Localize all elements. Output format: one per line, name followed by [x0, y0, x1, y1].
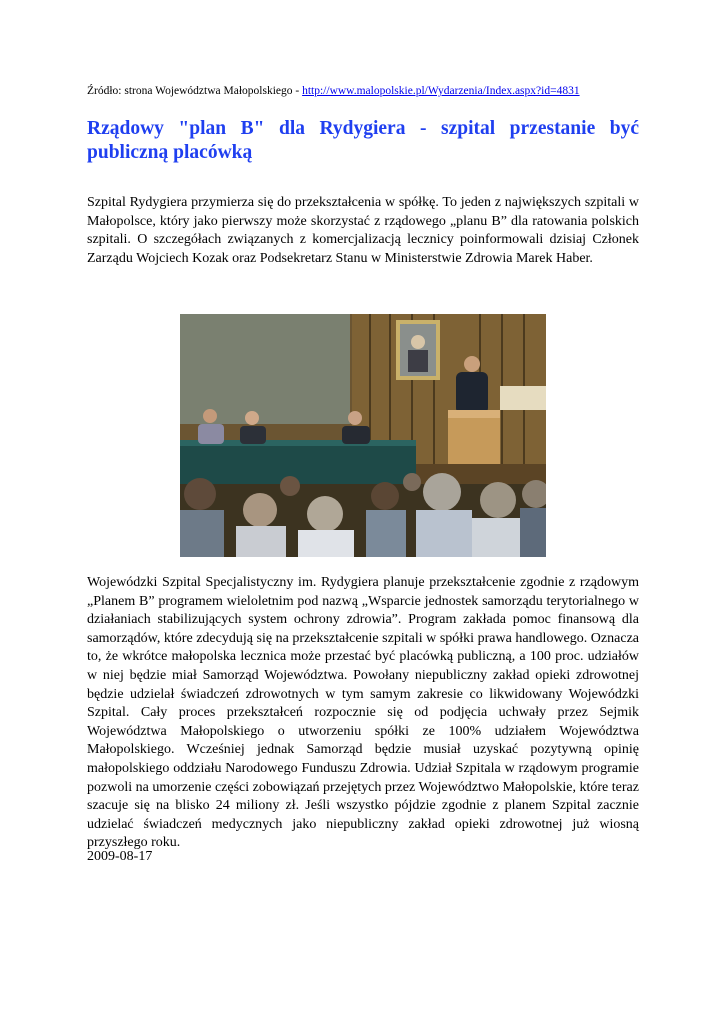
conference-photo — [180, 314, 546, 557]
article-title: Rządowy "plan B" dla Rydygiera - szpital przestanie być publiczną placówką — [87, 118, 639, 163]
source-prefix: Źródło: strona Województwa Małopolskiego - — [87, 85, 303, 97]
lead-paragraph: Szpital Rydygiera przymierza się do przekształcenia w spółkę. To jeden z największych szpitali w Małopolsce, który jako pierwszy może skorzystać z rządowego „planu B” dla ratowania polskich szpitali. O szczegółach związanych z komercjalizacją lecznicy poinformowali dzisiaj Członek Zarządu Wojciech Kozak oraz Podsekretarz Stanu w Ministerstwie Zdrowia Marek Haber. — [87, 195, 639, 266]
publication-date: 2009-08-17 — [87, 849, 153, 864]
conference-photo-illustration — [180, 314, 546, 557]
source-line — [87, 84, 639, 98]
source-link[interactable]: http://www.malopolskie.pl/Wydarzenia/Index.aspx?id=4831 — [302, 85, 580, 97]
body-paragraph: Wojewódzki Szpital Specjalistyczny im. Rydygiera planuje przekształcenie zgodnie z rządowym „Planem B” programem wieloletnim pod nazwą „Wsparcie jednostek samorządu terytorialnego w działaniach stabilizujących system ochrony zdrowia”. Program zakłada pomoc finansową dla samorządów, które zdecydują się na przekształcenie szpitali w spółki prawa handlowego. Oznacza to, że wkrótce małopolska lecznica może przestać być placówką publiczną, a 100 proc. udziałów w niej będzie miał Samorząd Województwa. Powołany niepubliczny zakład opieki zdrowotnej będzie udzielał świadczeń zdrowotnych w tym samym zakresie co likwidowany Wojewódzki Szpital. Cały proces przekształceń rozpocznie się od podjęcia uchwały przez Sejmik Województwa Małopolskiego o utworzeniu spółki ze 100% udziałem Województwa Małopolskiego. Wcześniej jednak Samorząd będzie musiał uzyskać pozytywną opinię małopolskiego oddziału Narodowego Funduszu Zdrowia. Udział Szpitala w rządowym programie pozwoli na umorzenie części zobowiązań przejętych przez Województwo Małopolskie, które teraz szacuje się na blisko 24 miliony zł. Jeśli wszystko pójdzie zgodnie z planem Szpital zacznie udzielać świadczeń medycznych jako niepubliczny zakład opieki zdrowotnej już wiosną przyszłego roku. — [87, 575, 639, 851]
